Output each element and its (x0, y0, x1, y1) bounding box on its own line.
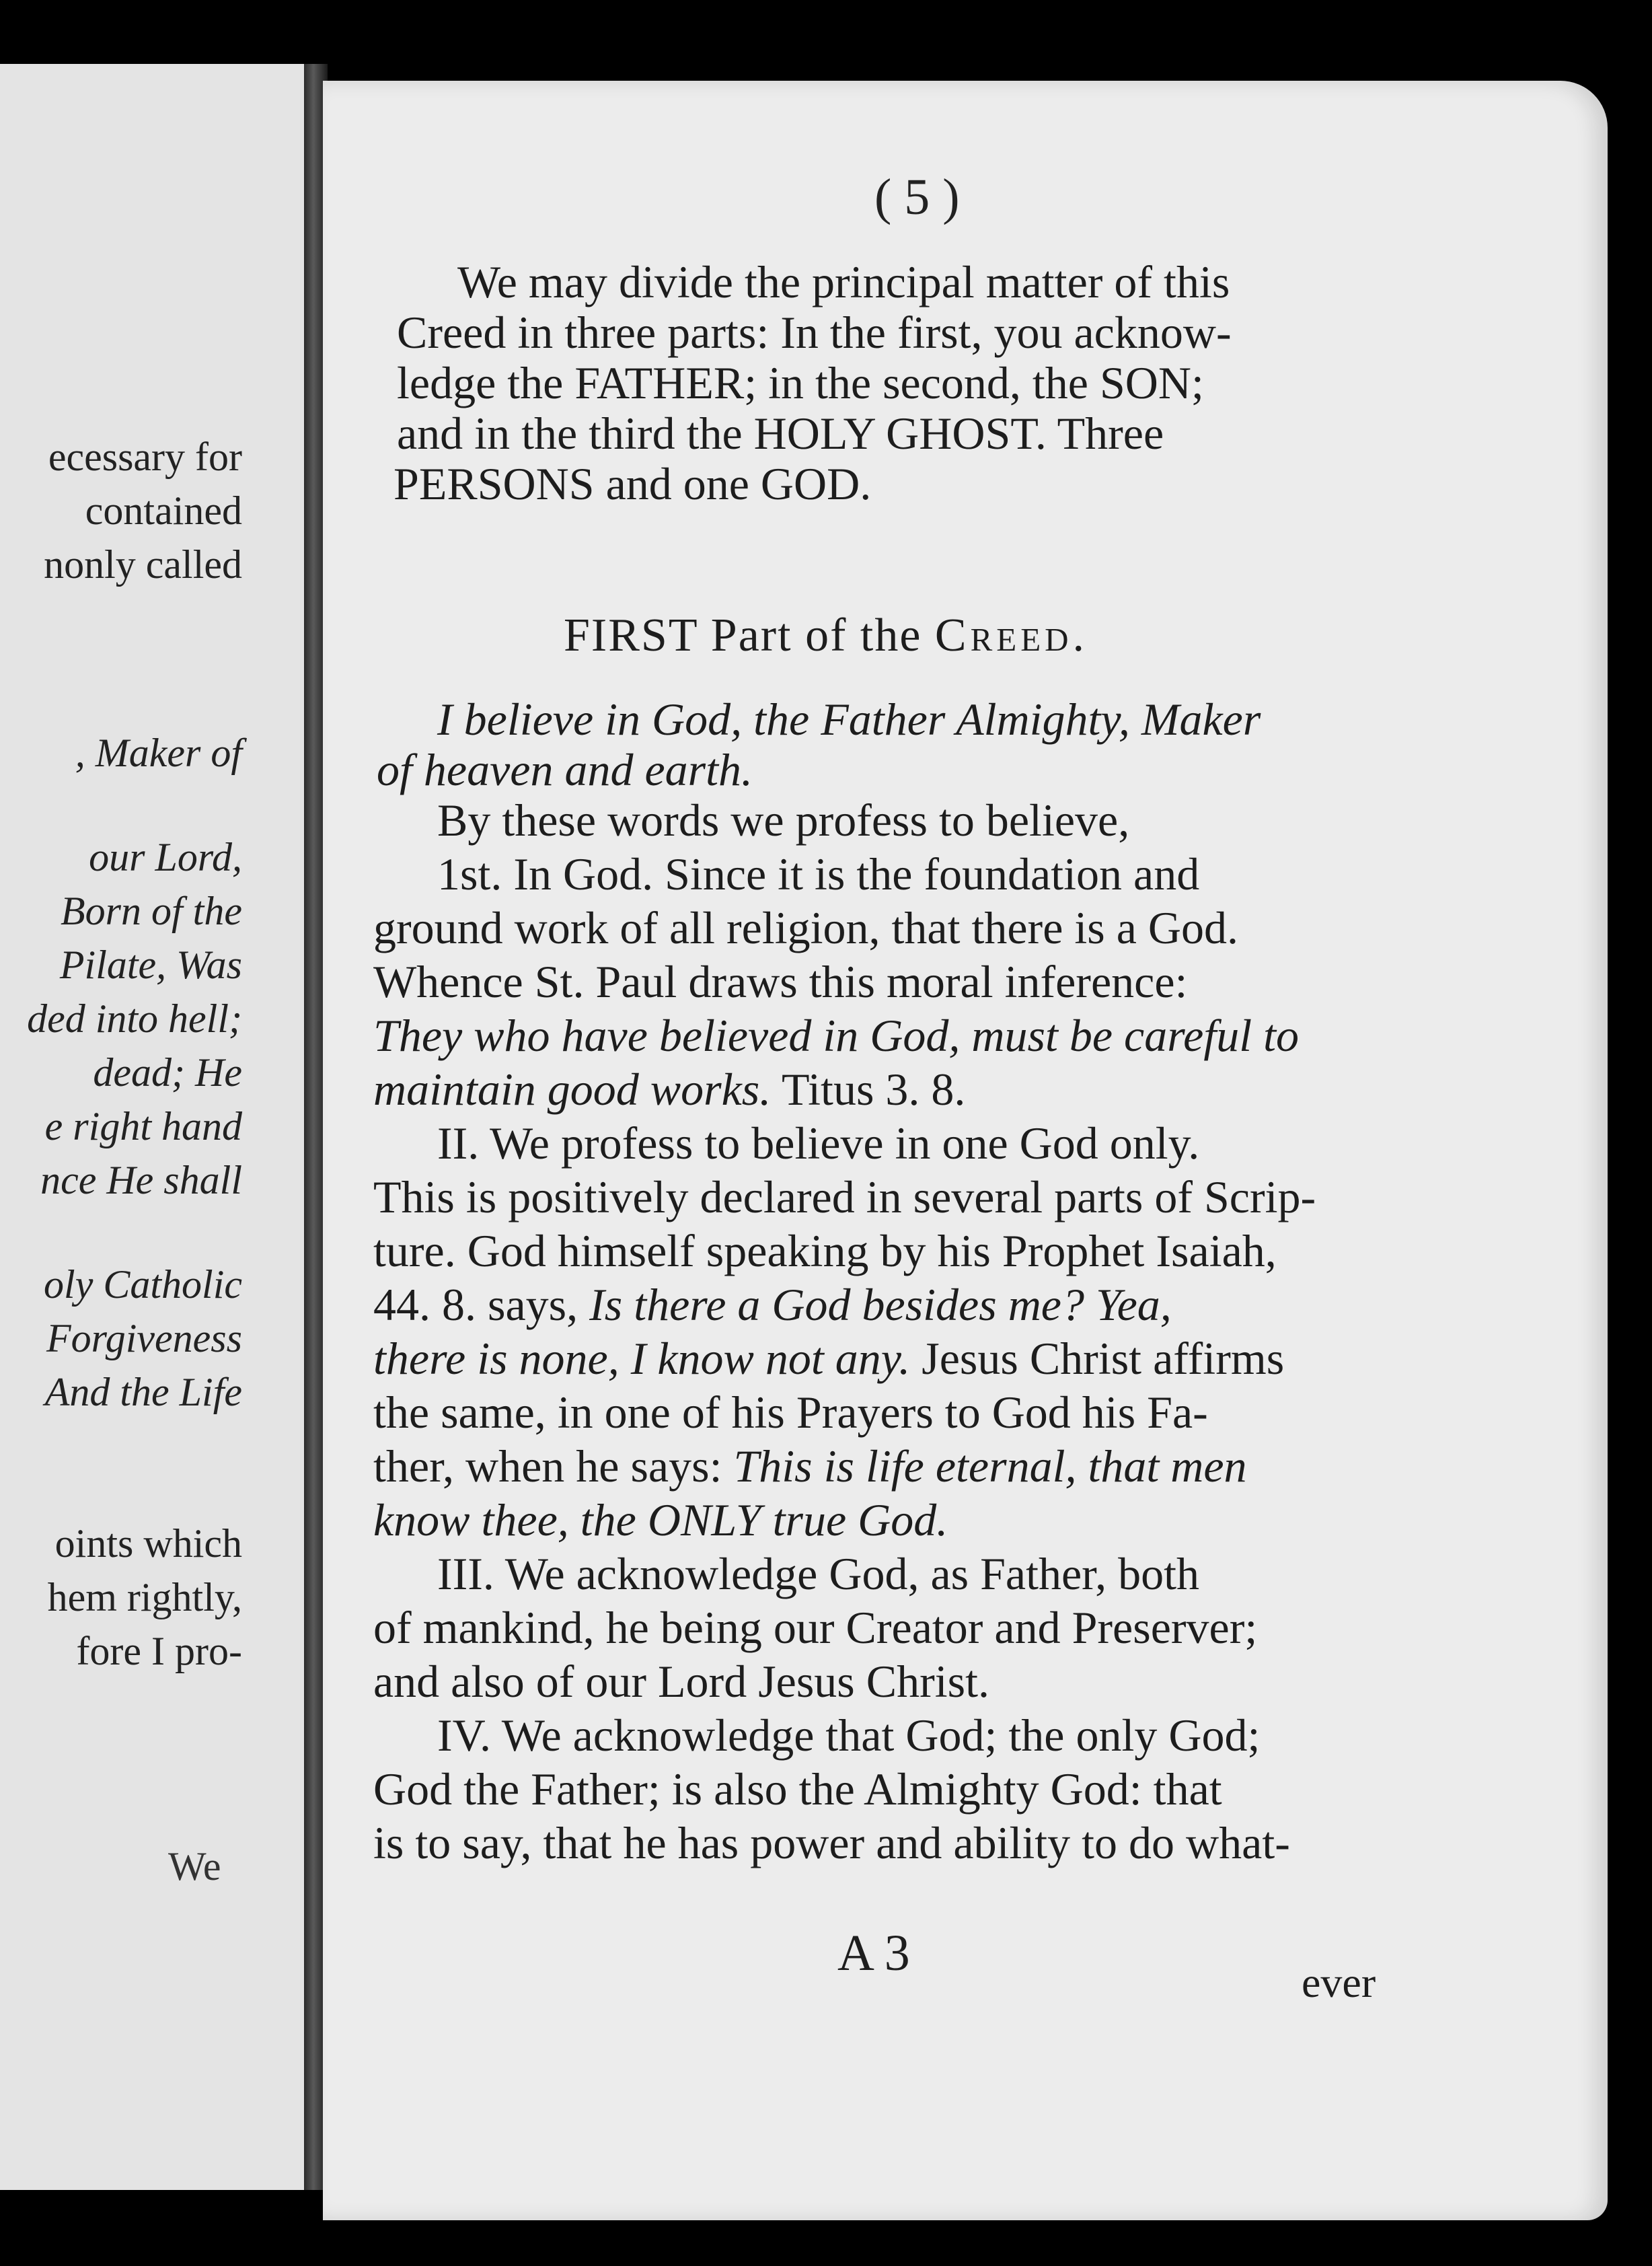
left-page-line: oly Catholic (44, 1262, 242, 1307)
roman-span: ground work of all religion, that there is a God. (373, 902, 1239, 953)
roman-span: ture. God himself speaking by his Prophet Isaiah, (373, 1225, 1277, 1276)
body-line (373, 1009, 1423, 1062)
intro-line: We may divide the principal matter of this (457, 256, 1230, 307)
article-line: I believe in God, the Father Almighty, Maker (437, 694, 1261, 745)
left-page-line: e right hand (44, 1104, 242, 1148)
left-page-line: contained (85, 488, 242, 533)
left-page-line: And the Life (44, 1370, 242, 1414)
body-line (373, 1171, 1423, 1224)
roman-span: II. We profess to believe in one God only. (437, 1118, 1200, 1169)
heading-small-caps: Creed. (934, 610, 1089, 661)
left-page-line: Forgiveness (46, 1316, 242, 1360)
page-number: ( 5 ) (874, 169, 960, 225)
roman-span: Whence St. Paul draws this moral inference: (373, 956, 1188, 1007)
italic-span: This is life eternal, that men (733, 1440, 1247, 1492)
roman-span: III. We acknowledge God, as Father, both (437, 1548, 1199, 1599)
italic-span: know thee, the ONLY true God. (373, 1494, 948, 1545)
intro-line: Creed in three parts: In the first, you acknow- (397, 307, 1232, 358)
body-line (437, 848, 1487, 901)
body-line (373, 1655, 1423, 1708)
italic-span: Is there a God besides me? Yea, (589, 1279, 1172, 1330)
left-page-line: Born of the (61, 889, 242, 933)
left-page-line: our Lord, (89, 835, 242, 879)
roman-span: 44. 8. says, (373, 1279, 590, 1330)
left-page-line: fore I pro- (76, 1629, 242, 1673)
left-page-line: hem rightly, (47, 1575, 242, 1619)
body-line (373, 1332, 1423, 1385)
left-page-line: ded into hell; (27, 996, 242, 1041)
roman-span: Titus 3. 8. (771, 1064, 966, 1115)
italic-span: there is none, I know not any. (373, 1333, 911, 1384)
intro-line: ledge the FATHER; in the second, the SON; (397, 357, 1204, 408)
previous-page-fragment (0, 64, 304, 2190)
left-page-line: oints which (54, 1521, 242, 1566)
body-line (373, 955, 1423, 1009)
body-line (437, 1117, 1487, 1170)
body-line (373, 1601, 1423, 1654)
catchword: ever (1302, 1959, 1376, 2006)
left-page-line: nce He shall (40, 1158, 242, 1202)
body-line (437, 794, 1487, 847)
body-line (373, 1225, 1423, 1278)
signature-mark: A 3 (837, 1925, 910, 1981)
roman-span: 1st. In God. Since it is the foundation and (437, 848, 1200, 900)
left-page-catchword: We (168, 1844, 221, 1889)
roman-span: and also of our Lord Jesus Christ. (373, 1656, 990, 1707)
roman-span: is to say, that he has power and ability to do what- (373, 1817, 1290, 1868)
roman-span: ther, when he says: (373, 1440, 734, 1492)
body-line (373, 1763, 1423, 1816)
body-line (373, 902, 1423, 955)
roman-span: God the Father; is also the Almighty God: that (373, 1763, 1222, 1815)
section-heading (0, 609, 1652, 663)
intro-line: and in the third the HOLY GHOST. Three (397, 408, 1164, 459)
roman-span: This is positively declared in several parts of Scrip- (373, 1171, 1316, 1222)
left-page-line: dead; He (93, 1050, 242, 1095)
roman-span: of mankind, he being our Creator and Preserver; (373, 1602, 1258, 1653)
body-line (437, 1547, 1487, 1601)
italic-span: maintain good works. (373, 1064, 772, 1115)
roman-span: the same, in one of his Prayers to God his Fa- (373, 1387, 1208, 1438)
roman-span: Jesus Christ affirms (910, 1333, 1285, 1384)
body-line (373, 1494, 1423, 1547)
body-line (373, 1440, 1423, 1493)
body-line (373, 1386, 1423, 1439)
body-line (373, 1817, 1423, 1870)
heading-prefix: FIRST Part of the (563, 610, 922, 661)
roman-span: IV. We acknowledge that God; the only God; (437, 1710, 1261, 1761)
left-page-line: ecessary for (48, 435, 242, 479)
left-page-line: , Maker of (75, 731, 242, 775)
italic-span: They who have believed in God, must be careful to (373, 1010, 1300, 1061)
body-line (373, 1278, 1423, 1331)
body-line (373, 1063, 1423, 1116)
body-line (437, 1709, 1487, 1762)
roman-span: By these words we profess to believe, (437, 795, 1130, 846)
intro-line: PERSONS and one GOD. (393, 458, 872, 509)
article-line: of heaven and earth. (377, 744, 753, 795)
left-page-line: Pilate, Was (59, 943, 242, 987)
left-page-line: nonly called (44, 542, 242, 587)
